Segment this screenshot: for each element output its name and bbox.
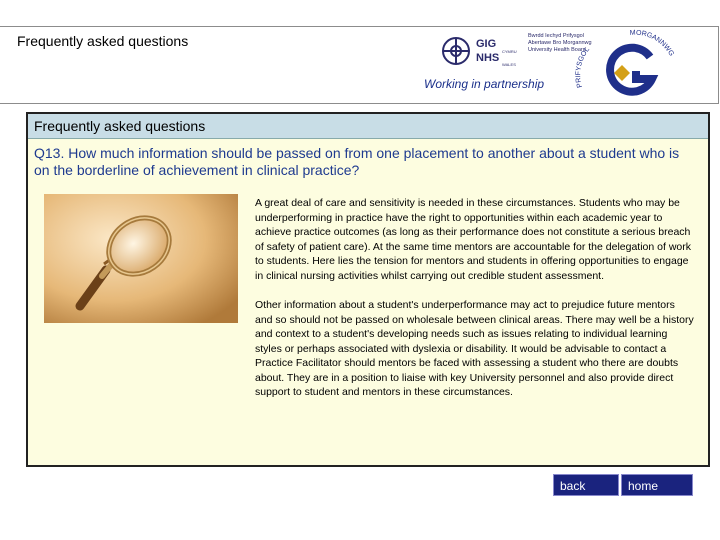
header-title: Frequently asked questions (17, 33, 189, 49)
svg-text:PRIFYSGOL (575, 46, 591, 88)
panel-heading: Frequently asked questions (28, 114, 708, 139)
uni-logo-outer-left: PRIFYSGOL (575, 46, 592, 89)
faq-panel (26, 112, 710, 467)
nhs-wales-logo (440, 33, 526, 69)
uni-logo-outer-right: MORGANNWG (629, 29, 675, 58)
faq-question: Q13. How much information should be passed on from one placement to another about a student who is on the borderline of achievement in clinical practice? (34, 145, 680, 178)
glamorgan-g-icon (610, 48, 652, 92)
magnifying-glass-image (44, 194, 238, 323)
nhs-logo-line1: GIG (476, 38, 497, 50)
partnership-tagline: Working in partnership (424, 77, 545, 91)
health-board-line: Bwrdd Iechyd Prifysgol (528, 33, 584, 39)
university-logo (568, 27, 688, 103)
faq-answer (255, 196, 695, 415)
answer-paragraph: Other information about a student's underperformance may act to prejudice future mentors and so should not be passed on wholesale between clinical areas. There may well be a history and context to a student's developing needs such as issues relating to individual learning styles or perhaps associated with dyslexia or disability. It would be advisable to contact a Practice Facilitator should mentors be faced with assessing a student who there are doubts about. They are in a position to liaise with key University personnel and also provide direct support to student and mentors in these circumstances. (255, 299, 694, 398)
celtic-knot-icon (443, 38, 469, 64)
nhs-logo-sub1: CYMRU (502, 49, 517, 54)
back-button[interactable]: back (553, 474, 619, 496)
answer-paragraph: A great deal of care and sensitivity is needed in these circumstances. Students who may be underperforming in practice have the right to opportunities within each academic year to achieve practice outcomes (as long as their performance does not constitute a serious breach of safety of patient care). At the same time mentors are accountable for the delegation of work to students. Here lies the tension for mentors and students in offering opportunities to engage in clinical nursing activities whilst carrying out credible student assessment. (255, 197, 691, 282)
nhs-logo-sub2: WALES (502, 62, 516, 67)
svg-text:MORGANNWG (630, 30, 675, 58)
health-board-line: Abertawe Bro Morgannwg (528, 40, 592, 46)
header-banner (0, 26, 719, 104)
health-board-line: University Health Board (528, 47, 586, 53)
nhs-logo-line2: NHS (476, 52, 500, 64)
home-button[interactable]: home (621, 474, 693, 496)
